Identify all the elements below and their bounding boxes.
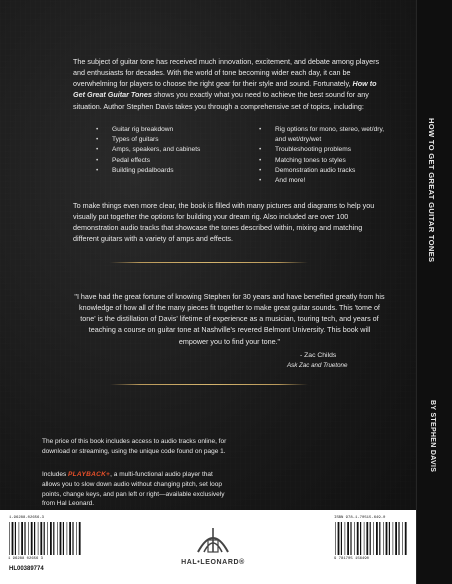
topics-list-left bbox=[92, 125, 242, 176]
barcode-bar bbox=[38, 522, 39, 555]
barcode-bar bbox=[345, 522, 346, 555]
barcode-bar bbox=[370, 522, 371, 555]
barcode-bar bbox=[354, 522, 355, 555]
quote-author: - Zac Childs bbox=[300, 352, 337, 359]
playback-logo-text: PLAYBACK+ bbox=[68, 471, 111, 478]
playback-prefix: Includes bbox=[42, 471, 69, 478]
barcode-bar bbox=[347, 522, 349, 555]
upc-barcode bbox=[8, 522, 82, 555]
barcode-bar bbox=[366, 522, 368, 555]
isbn-barcode bbox=[334, 522, 408, 555]
barcode-bar bbox=[28, 522, 29, 555]
barcode-bar bbox=[15, 522, 16, 555]
upc-digits: 1 96288 02656 3 bbox=[8, 557, 44, 561]
product-code: HL00389774 bbox=[9, 566, 44, 572]
playback-description: , a multi-functional audio player that allows you to slow down audio without changing pitch, set loop points, change keys, and pan left or right—available exclusively from Hal Leonard. bbox=[42, 471, 225, 508]
barcode-bar bbox=[364, 522, 365, 555]
spine-author: BY STEPHEN DAVIS bbox=[429, 400, 436, 473]
topic-item: • And more! bbox=[255, 176, 395, 186]
barcode-bar bbox=[67, 522, 68, 555]
barcode-bar bbox=[360, 522, 361, 555]
quote-author-note: Ask Zac and Truetone bbox=[287, 362, 348, 369]
topic-item: • Types of guitars bbox=[92, 135, 242, 145]
upc-top-number: 1-96288-02656-3 bbox=[9, 516, 45, 520]
barcode-bar bbox=[24, 522, 25, 555]
spine-title: HOW TO GET GREAT GUITAR TONES bbox=[427, 118, 436, 263]
barcode-bar bbox=[395, 522, 397, 555]
barcode-bar bbox=[44, 522, 45, 555]
barcode-bar bbox=[76, 522, 77, 555]
barcode-bar bbox=[393, 522, 394, 555]
barcode-bar bbox=[341, 522, 342, 555]
gold-divider-top bbox=[110, 262, 308, 263]
topic-item: • Matching tones to styles bbox=[255, 156, 395, 166]
topic-item: • Demonstration audio tracks bbox=[255, 166, 395, 176]
barcode-bar bbox=[53, 522, 54, 555]
barcode-bar bbox=[60, 522, 62, 555]
barcode-bar bbox=[379, 522, 380, 555]
isbn-digits: 9 781705 156490 bbox=[334, 557, 370, 561]
topic-item: • Amps, speakers, and cabinets bbox=[92, 145, 242, 155]
topics-list-right bbox=[255, 125, 395, 186]
barcode-bar bbox=[63, 522, 64, 555]
barcode-bar bbox=[79, 522, 81, 555]
barcode-bar bbox=[376, 522, 378, 555]
playback-note bbox=[42, 470, 230, 509]
testimonial-quote: "I have had the great fortune of knowing Stephen for 30 years and have benefited greatly from his knowledge of how all of the many pieces fit together to make great guitar sounds. This 'tome of tone' is the distillation of Davis' lifetime of experience as a musician, touring tech, and years of teaching a course on guitar tone at Nashville's revered Belmont University. This book will empower you to find your tone." bbox=[74, 292, 385, 346]
barcode-bar bbox=[72, 522, 73, 555]
barcode-bar bbox=[21, 522, 23, 555]
barcode-bar bbox=[402, 522, 403, 555]
isbn-top-number: ISBN 978-1-70515-649-0 bbox=[334, 516, 386, 520]
intro-text-start: The subject of guitar tone has received much innovation, excitement, and debate among players and enthusiasts for decades. With the world of tone becoming wider each day, it can be overwhelming for players to choose the right gear for their style and sound. Fortunately, bbox=[73, 57, 380, 89]
barcode-bar bbox=[50, 522, 52, 555]
description-paragraph: To make things even more clear, the book is filled with many pictures and diagrams to help you visually put together the options for building your dream rig. Also included are over 100 demonstration audio tracks that showcase the tones described within, mixing and matching different guitars with a variety of amps and effects. bbox=[73, 201, 375, 244]
gold-divider-bottom bbox=[110, 384, 308, 385]
intro-text-end: shows you exactly what you need to achieve the best sound for any situation. Author Stephen Davis takes you through a comprehensive set of topics, including: bbox=[73, 90, 369, 111]
audio-access-note: The price of this book includes access to audio tracks online, for download or streaming, using the unique code found on page 1. bbox=[42, 438, 227, 455]
barcode-bar bbox=[398, 522, 399, 555]
barcode-bar bbox=[338, 522, 340, 555]
barcode-bar bbox=[47, 522, 48, 555]
topic-item: • Guitar rig breakdown bbox=[92, 125, 242, 135]
publisher-name: HAL•LEONARD® bbox=[181, 559, 245, 566]
barcode-bar bbox=[405, 522, 407, 555]
barcode-bar bbox=[383, 522, 384, 555]
barcode-bar bbox=[386, 522, 388, 555]
barcode-bar bbox=[31, 522, 33, 555]
hal-leonard-logo-icon bbox=[158, 522, 268, 558]
barcode-bar bbox=[69, 522, 71, 555]
topic-item: • Rig options for mono, stereo, wet/dry, and wet/dry/wet bbox=[255, 125, 395, 145]
barcode-bar bbox=[350, 522, 351, 555]
barcode-bar bbox=[34, 522, 35, 555]
barcode-bar bbox=[12, 522, 14, 555]
book-title-inline: How to Get Great Guitar Tones bbox=[73, 79, 377, 100]
barcode-bar bbox=[19, 522, 20, 555]
barcode-bar bbox=[389, 522, 390, 555]
barcode-bar bbox=[40, 522, 42, 555]
intro-paragraph bbox=[73, 56, 385, 112]
topic-item: • Building pedalboards bbox=[92, 166, 242, 176]
topic-item: • Pedal effects bbox=[92, 156, 242, 166]
barcode-bar bbox=[57, 522, 58, 555]
barcode-bar bbox=[357, 522, 359, 555]
barcode-bar bbox=[9, 522, 10, 555]
topic-item: • Troubleshooting problems bbox=[255, 145, 395, 155]
barcode-bar bbox=[335, 522, 336, 555]
barcode-bar bbox=[373, 522, 374, 555]
